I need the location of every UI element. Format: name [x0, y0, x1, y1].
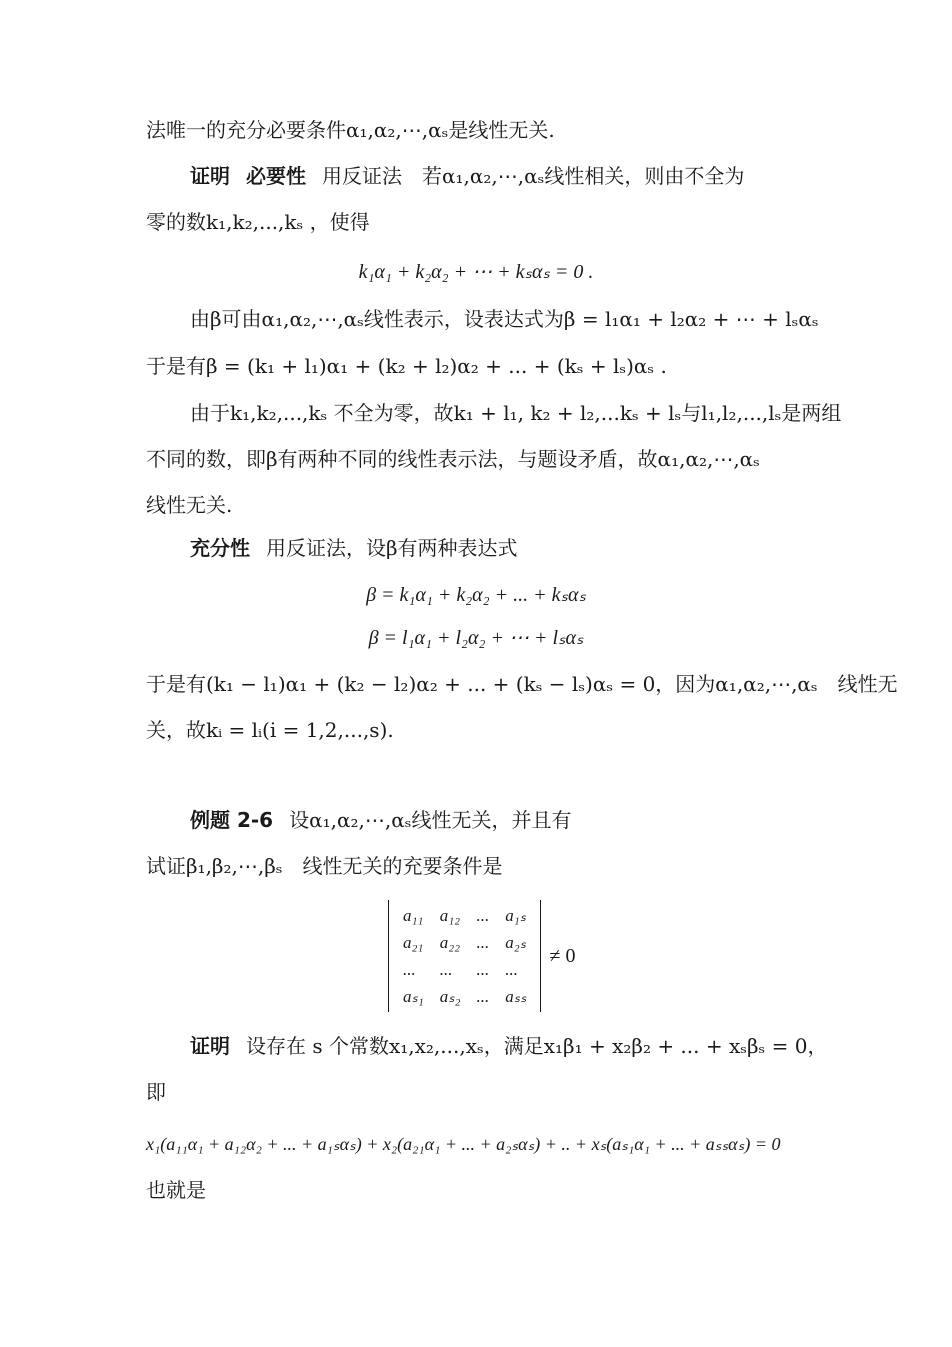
- equation: k₁α₁ + k₂α₂ + ⋯ + kₛαₛ = 0 .: [358, 261, 594, 283]
- equation: β = k₁α₁ + k₂α₂ + ... + kₛαₛ: [366, 584, 586, 606]
- text-line: 关，故kᵢ = lᵢ(i = 1,2,...,s).: [146, 718, 394, 742]
- text-line: 不同的数，即β有两种不同的线性表示法，与题设矛盾，故α₁,α₂,⋯,αₛ: [146, 447, 760, 471]
- text-line: 于是有β = (k₁ + l₁)α₁ + (k₂ + l₂)α₂ + ... + (kₛ + lₛ)αₛ .: [146, 354, 667, 378]
- proof-heading: 证明: [190, 164, 230, 188]
- equation: x₁(a₁₁α₁ + a₁₂α₂ + ... + a₁ₛαₛ) + x₂(a₂₁α₁ + ... + a₂ₛαₛ) + .. + xₛ(aₛ₁α₁ + ... + aₛₛαₛ) = 0: [146, 1134, 781, 1154]
- determinant-cell: a₂ₛ: [505, 932, 527, 952]
- determinant-cell: ...: [476, 959, 490, 979]
- determinant-matrix: [388, 900, 541, 1012]
- determinant-cell: ...: [505, 959, 519, 979]
- text-span: 设α₁,α₂,⋯,αₛ线性无关，并且有: [289, 808, 572, 832]
- determinant-cell: ...: [439, 959, 453, 979]
- determinant-row: [395, 956, 534, 983]
- proof-necessity-line: [190, 162, 812, 190]
- determinant-cell: aₛ₂: [439, 986, 461, 1006]
- equation: β = l₁α₁ + l₂α₂ + ⋯ + lₛαₛ: [368, 627, 584, 649]
- determinant: [388, 898, 575, 1014]
- text-line: 试证β₁,β₂,⋯,βₛ 线性无关的充要条件是: [146, 854, 503, 878]
- text-span: 设存在 s 个常数x₁,x₂,...,xₛ，满足x₁β₁ + x₂β₂ + ... + xₛβₛ = 0，: [246, 1034, 828, 1058]
- determinant-cell: a₁₁: [403, 905, 424, 925]
- text-line: 法唯一的充分必要条件α₁,α₂,⋯,αₛ是线性无关.: [146, 118, 555, 142]
- determinant-cell: a₁₂: [439, 905, 461, 925]
- proof-line: [190, 1032, 828, 1060]
- determinant-cell: a₂₁: [403, 932, 424, 952]
- proof-heading: 证明: [190, 1034, 230, 1058]
- determinant-cell: ...: [476, 932, 490, 952]
- determinant-row: [395, 929, 534, 956]
- determinant-row: [395, 902, 534, 929]
- text-line: 也就是: [146, 1178, 206, 1202]
- text-line: 零的数k₁,k₂,...,kₛ ，使得: [146, 210, 370, 234]
- determinant-cell: aₛₛ: [505, 986, 527, 1006]
- sufficiency-line: [190, 534, 812, 562]
- not-equal-zero: ≠ 0: [549, 944, 576, 967]
- sufficiency-heading: 充分性: [190, 536, 250, 560]
- determinant-cell: a₂₂: [439, 932, 461, 952]
- text-line: 由于k₁,k₂,...,kₛ 不全为零，故k₁ + l₁, k₂ + l₂,...kₛ + lₛ与l₁,l₂,...,lₛ是两组: [190, 401, 842, 425]
- determinant-cell: ...: [476, 905, 490, 925]
- example-heading: 例题 2-6: [190, 808, 274, 832]
- text-line: 由β可由α₁,α₂,⋯,αₛ线性表示，设表达式为β = l₁α₁ + l₂α₂ + ⋯ + lₛαₛ: [190, 307, 819, 331]
- text-line: 于是有(k₁ − l₁)α₁ + (k₂ − l₂)α₂ + ... + (kₛ − lₛ)αₛ = 0，因为α₁,α₂,⋯,αₛ 线性无: [146, 672, 898, 696]
- determinant-cell: ...: [403, 959, 416, 979]
- determinant-cell: ...: [476, 986, 490, 1006]
- text-line: 即: [146, 1080, 166, 1104]
- text-span: 用反证法 若α₁,α₂,⋯,αₛ线性相关，则由不全为: [322, 164, 745, 188]
- example-line: [190, 806, 812, 834]
- text-span: 用反证法，设β有两种表达式: [266, 536, 518, 560]
- necessity-heading: 必要性: [246, 164, 306, 188]
- determinant-cell: aₛ₁: [403, 986, 424, 1006]
- determinant-row: [395, 983, 534, 1010]
- text-line: 线性无关.: [146, 493, 233, 517]
- determinant-cell: a₁ₛ: [505, 905, 527, 925]
